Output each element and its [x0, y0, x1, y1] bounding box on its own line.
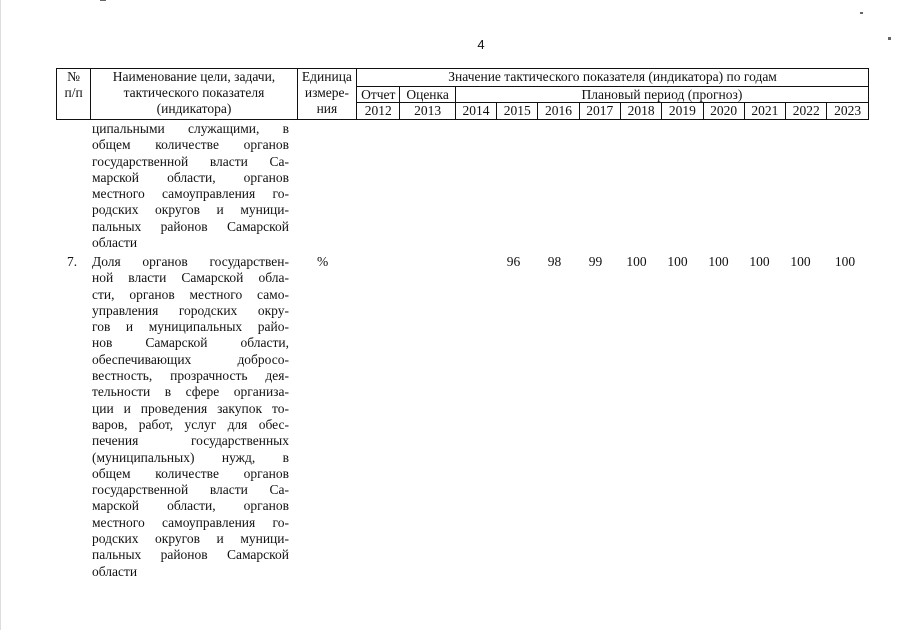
text-line: пальных районов Самарской — [92, 547, 289, 563]
text-line: ции и проведения закупок то- — [92, 400, 289, 416]
text-line: марской области, органов — [92, 498, 289, 514]
year-2016: 2016 — [538, 103, 579, 120]
page-number: 4 — [477, 37, 485, 52]
year-2019: 2019 — [662, 103, 703, 120]
text-line: ципальными служащими, в — [92, 121, 289, 136]
value-2019: 100 — [667, 254, 688, 269]
continuation-text — [92, 121, 289, 251]
col-unit-header: Единица измере- ния — [297, 69, 356, 120]
text-line: пальных районов Самарской — [92, 218, 289, 234]
year-2012: 2012 — [357, 103, 400, 120]
text-line: нов Самарской области, — [92, 335, 289, 351]
value-2015: 96 — [506, 254, 521, 269]
text-line: родских округов и муници- — [92, 202, 289, 218]
text-line: марской области, органов — [92, 169, 289, 185]
text-line: ной власти Самарской обла- — [92, 270, 289, 286]
row-unit: % — [317, 254, 329, 269]
year-2014: 2014 — [455, 103, 496, 120]
value-2018: 100 — [626, 254, 647, 269]
plan-period-header: Плановый период (прогноз) — [455, 87, 868, 103]
value-2021: 100 — [749, 254, 770, 269]
text-line: управления городских окру- — [92, 302, 289, 318]
year-2022: 2022 — [786, 103, 827, 120]
text-line: государственной власти Са- — [92, 153, 289, 169]
report-header: Отчет — [357, 87, 400, 103]
year-2017: 2017 — [579, 103, 620, 120]
text-line: обеспечивающих добросо- — [92, 351, 289, 367]
scan-speck — [860, 12, 863, 14]
text-line: местного самоуправления го- — [92, 186, 289, 202]
value-2016: 98 — [547, 254, 562, 269]
text-line: общем количестве органов — [92, 465, 289, 481]
text-line: (муниципальных) нужд, в — [92, 449, 289, 465]
value-2022: 100 — [790, 254, 811, 269]
value-2023: 100 — [834, 254, 856, 269]
col-number-header: № п/п — [57, 69, 91, 120]
text-line: области — [92, 235, 138, 251]
year-2013: 2013 — [400, 103, 455, 120]
text-line: области — [92, 563, 138, 579]
estimate-header: Оценка — [400, 87, 455, 103]
year-2018: 2018 — [620, 103, 661, 120]
table-header — [56, 68, 869, 120]
row-description — [92, 254, 289, 580]
text-line: родских округов и муници- — [92, 531, 289, 547]
value-2020: 100 — [708, 254, 729, 269]
scan-speck — [888, 37, 891, 40]
year-2021: 2021 — [744, 103, 785, 120]
scan-edge — [0, 0, 1, 630]
row-number: 7. — [67, 254, 78, 269]
values-group-header: Значение тактического показателя (индикатора) по годам — [357, 69, 869, 87]
text-line: печения государственных — [92, 433, 289, 449]
text-line: государственной власти Са- — [92, 482, 289, 498]
col-name-header: Наименование цели, задачи, тактического показателя (индикатора) — [91, 69, 297, 120]
value-2017: 99 — [588, 254, 603, 269]
year-2015: 2015 — [497, 103, 538, 120]
year-2020: 2020 — [703, 103, 744, 120]
text-line: вестность, прозрачность дея- — [92, 368, 289, 384]
text-line: местного самоуправления го- — [92, 514, 289, 530]
text-line: гов и муниципальных райо- — [92, 319, 289, 335]
year-2023: 2023 — [827, 103, 869, 120]
text-line: сти, органов местного само- — [92, 286, 289, 302]
scan-speck — [100, 0, 106, 1]
text-line: тельности в сфере организа- — [92, 384, 289, 400]
text-line: Доля органов государствен- — [92, 254, 289, 269]
text-line: варов, работ, услуг для обес- — [92, 416, 289, 432]
text-line: общем количестве органов — [92, 137, 289, 153]
